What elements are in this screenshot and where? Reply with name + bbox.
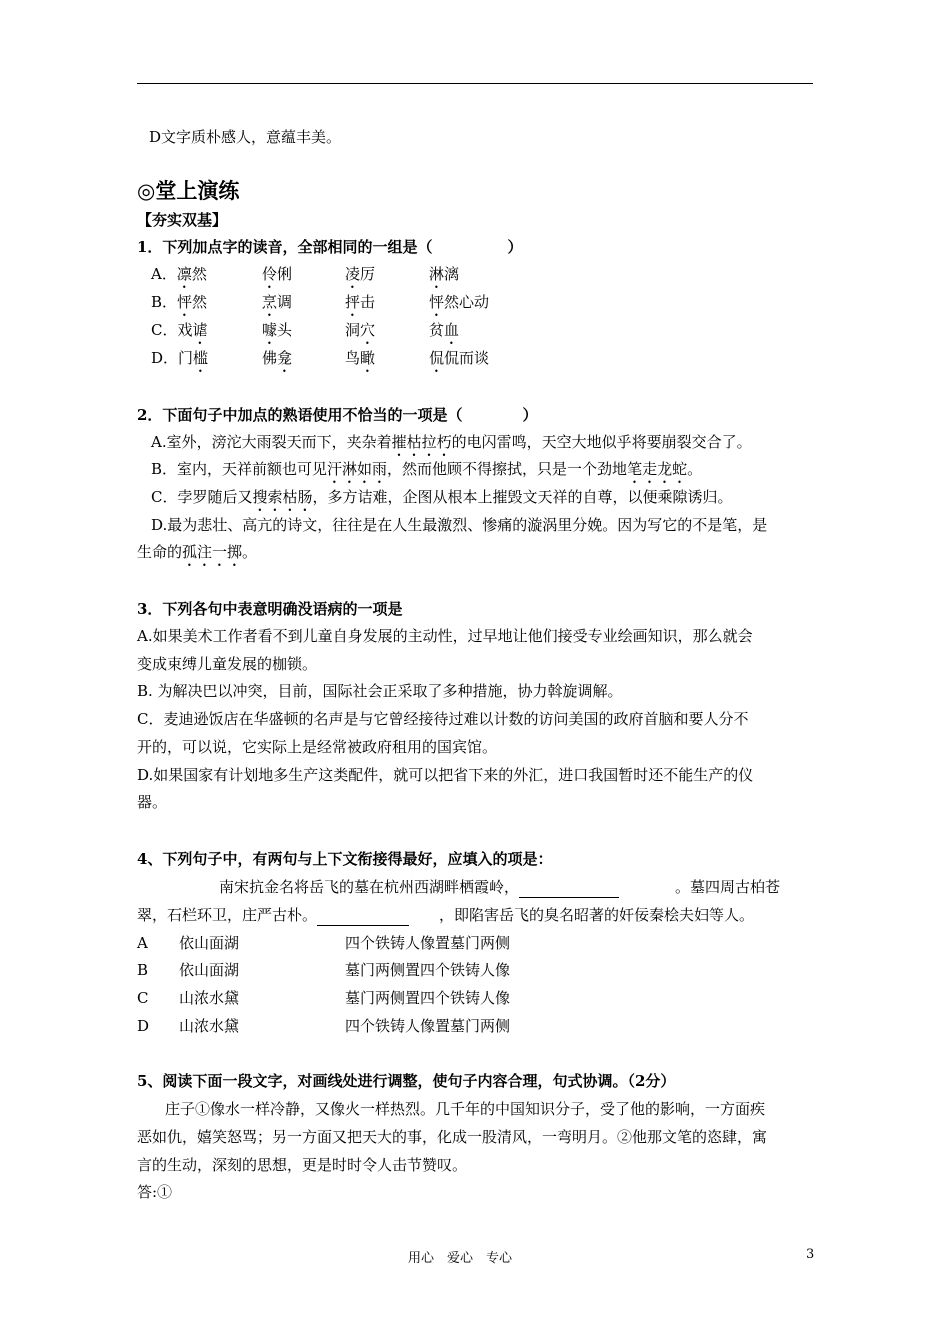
header-rule — [137, 83, 813, 84]
q4-passage-text: 。墓四周古柏苍 — [675, 878, 781, 896]
q1-option-c4: 贫血 — [429, 321, 460, 339]
subsection-title: 【夯实双基】 — [137, 211, 228, 229]
q4-passage-line1 — [219, 877, 780, 898]
q4-passage-text: 南宋抗金名将岳飞的墓在杭州西湖畔栖霞岭， — [219, 878, 520, 896]
q1-option-c2: 噱头 — [262, 321, 293, 339]
page-number: 3 — [806, 1247, 815, 1262]
q2-option-a: A.室外，滂沱大雨裂天而下，夹杂着摧枯拉朽的电闪雷鸣，天空大地似乎将要崩裂交合了。 — [151, 433, 752, 451]
q3-stem: 3．下列各句中表意明确没语病的一项是 — [137, 600, 403, 618]
q1-option-a2: 伶俐 — [262, 265, 293, 283]
q2-option-d: D.最为悲壮、高亢的诗文，往往是在人生最激烈、惨痛的漩涡里分娩。因为写它的不是笔，是 — [151, 516, 768, 534]
q3-line: C．麦迪逊饭店在华盛顿的名声是与它曾经接待过难以计数的访问美国的政府首脑和要人分不 — [137, 710, 749, 728]
q4-option-text: 四个铁铸人像置墓门两侧 — [345, 934, 511, 952]
q4-blank-2 — [317, 905, 409, 926]
q4-option-letter: C — [137, 989, 149, 1007]
q1-option-d: D．门槛 — [151, 349, 209, 367]
q1-option-a4: 淋漓 — [429, 265, 460, 283]
q3-line: 器。 — [137, 793, 168, 811]
q2-stem: 2．下面句子中加点的熟语使用不恰当的一项是（ ） — [137, 406, 538, 424]
q2-option-c: C．孛罗随后又搜索枯肠，多方诘难，企图从根本上摧毁文天祥的自尊，以便乘隙诱归。 — [151, 488, 733, 506]
q3-line: 开的，可以说，它实际上是经常被政府租用的国宾馆。 — [137, 738, 498, 756]
q3-line: B. 为解决巴以冲突，目前，国际社会正采取了多种措施，协力斡旋调解。 — [137, 682, 623, 700]
q1-option-c: C．戏谑 — [151, 321, 208, 339]
q3-line: A.如果美术工作者看不到儿童自身发展的主动性，过早地让他们接受专业绘画知识，那么就会 — [137, 627, 753, 645]
q1-option-d4: 侃侃而谈 — [429, 349, 490, 367]
q4-option-text: 依山面湖 — [179, 934, 240, 952]
q4-option-text: 墓门两侧置四个铁铸人像 — [345, 989, 511, 1007]
q1-option-b3: 抨击 — [345, 293, 376, 311]
q4-option-text: 四个铁铸人像置墓门两侧 — [345, 1017, 511, 1035]
q4-option-text: 墓门两侧置四个铁铸人像 — [345, 961, 511, 979]
q1-option-a3: 凌厉 — [345, 265, 376, 283]
q5-passage-line: 恶如仇，嬉笑怒骂；另一方面又把天大的事，化成一股清风，一弯明月。②他那文笔的恣肆，寓 — [137, 1128, 768, 1146]
q3-line: 变成束缚儿童发展的枷锁。 — [137, 655, 318, 673]
footer-motto: 用心 爱心 专心 — [408, 1251, 513, 1266]
q1-stem: 1．下列加点字的读音，全部相同的一组是（ ） — [137, 238, 523, 256]
q1-option-d2: 佛龛 — [262, 349, 293, 367]
q2-option-b: B．室内，天祥前额也可见汗淋如雨，然而他顾不得擦拭，只是一个劲地笔走龙蛇。 — [151, 460, 703, 478]
q4-passage-text: ，即陷害岳飞的臭名昭著的奸佞秦桧夫妇等人。 — [439, 906, 755, 924]
q2-option-d-cont: 生命的孤注一掷。 — [137, 543, 258, 561]
q1-option-c3: 洞穴 — [345, 321, 376, 339]
top-option-d: D文字质朴感人，意蕴丰美。 — [149, 128, 342, 146]
q4-blank-1 — [519, 877, 619, 898]
q1-option-b: B．怦然 — [151, 293, 208, 311]
section-title: ◎堂上演练 — [137, 178, 240, 203]
q5-answer-label: 答:① — [137, 1183, 173, 1201]
q1-option-d3: 鸟瞰 — [345, 349, 376, 367]
q4-option-letter: A — [137, 934, 148, 952]
q4-option-text: 山浓水黛 — [179, 1017, 240, 1035]
q5-passage-line: 庄子①像水一样冷静，又像火一样热烈。几千年的中国知识分子，受了他的影响，一方面疾 — [165, 1100, 766, 1118]
q4-passage-line2 — [137, 905, 754, 926]
q4-option-text: 山浓水黛 — [179, 989, 240, 1007]
q3-line: D.如果国家有计划地多生产这类配件，就可以把省下来的外汇，进口我国暂时还不能生产的仪 — [137, 766, 754, 784]
q4-option-letter: D — [137, 1017, 150, 1035]
q4-option-letter: B — [137, 961, 149, 979]
q5-passage-line: 言的生动，深刻的思想，更是时时令人击节赞叹。 — [137, 1156, 468, 1174]
q1-option-b4: 怦然心动 — [429, 293, 490, 311]
q1-option-b2: 烹调 — [262, 293, 293, 311]
q4-option-text: 依山面湖 — [179, 961, 240, 979]
q4-passage-text: 翠，石栏环卫，庄严古朴。 — [137, 906, 318, 924]
q1-option-a: A．凛然 — [151, 265, 207, 283]
q4-stem: 4、下列句子中，有两句与上下文衔接得最好，应填入的项是： — [137, 850, 553, 868]
q5-stem: 5、阅读下面一段文字，对画线处进行调整，使句子内容合理，句式协调。（2分） — [137, 1072, 676, 1090]
